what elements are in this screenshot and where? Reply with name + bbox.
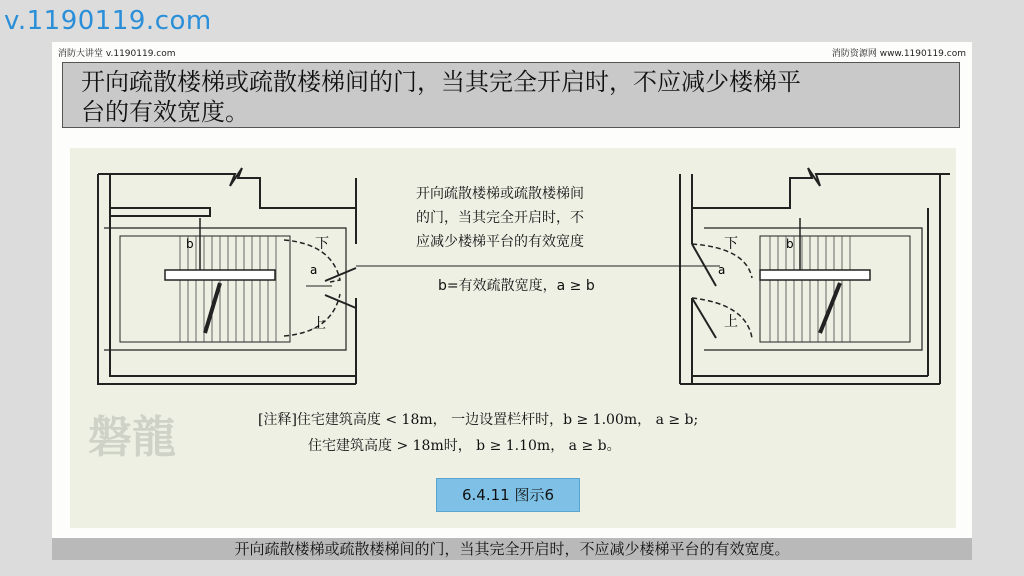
header-left-source: 消防大讲堂 v.1190119.com <box>58 49 176 59</box>
left-label-up: 上 <box>312 316 326 332</box>
header-right-source: 消防资源网 www.1190119.com <box>831 49 966 59</box>
callout-line-3: 应减少楼梯平台的有效宽度 <box>416 234 584 250</box>
left-label-b: b <box>186 237 194 251</box>
slide <box>52 42 972 560</box>
definition-text: b=有效疏散宽度，a ≥ b <box>438 278 595 294</box>
right-handrail <box>760 270 870 280</box>
title-box <box>62 62 960 128</box>
title-line-1: 开向疏散楼梯或疏散楼梯间的门，当其完全开启时，不应减少楼梯平 <box>81 68 801 96</box>
right-label-b: b <box>786 237 794 251</box>
floor-plan-drawing <box>70 148 956 528</box>
left-handrail <box>165 270 275 280</box>
callout-line-1: 开向疏散楼梯或疏散楼梯间 <box>416 186 584 202</box>
note-line-2: 住宅建筑高度 > 18m时， b ≥ 1.10m， a ≥ b。 <box>308 438 621 454</box>
title-line-2: 台的有效宽度。 <box>81 98 249 126</box>
note-line-1: [注释]住宅建筑高度 < 18m， 一边设置栏杆时，b ≥ 1.00m， a ≥ b; <box>258 412 699 428</box>
right-label-a: a <box>718 263 726 277</box>
stair-door-figure <box>70 148 956 528</box>
site-url: v.1190119.com <box>4 6 212 36</box>
figure-caption: 6.4.11 图示6 <box>436 478 580 512</box>
left-label-down: 下 <box>315 236 329 252</box>
footer-caption: 开向疏散楼梯或疏散楼梯间的门，当其完全开启时，不应减少楼梯平台的有效宽度。 <box>52 538 972 560</box>
right-label-down: 下 <box>724 236 738 252</box>
left-label-a: a <box>310 263 318 277</box>
right-label-up: 上 <box>724 314 738 330</box>
watermark-logo: 磐龍 <box>88 412 176 463</box>
callout-line-2: 的门，当其完全开启时，不 <box>416 210 584 226</box>
